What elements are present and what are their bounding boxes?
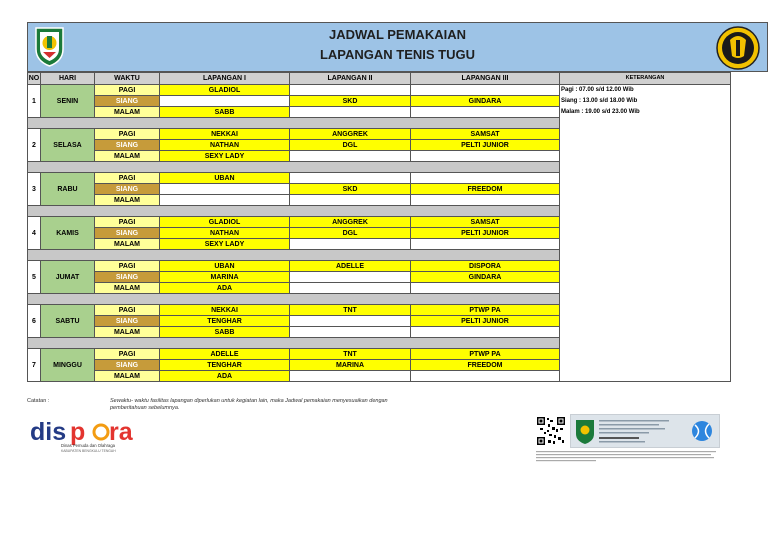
tennis-ball-icon [691, 420, 713, 442]
court-2-booking: TNT [290, 305, 411, 316]
col-header-lapangan-2: LAPANGAN II [290, 73, 411, 85]
court-2-booking: DGL [290, 228, 411, 239]
day-name: MINGGU [41, 349, 95, 382]
court-3-booking [411, 173, 560, 184]
page-subtitle: LAPANGAN TENIS TUGU [319, 47, 476, 62]
day-number: 5 [28, 261, 41, 294]
col-header-lapangan-1: LAPANGAN I [160, 73, 290, 85]
court-3-booking [411, 151, 560, 162]
court-3-booking [411, 283, 560, 294]
court-1-booking: SEXY LADY [160, 151, 290, 162]
court-3-booking: PELTI JUNIOR [411, 316, 560, 327]
court-2-booking [290, 173, 411, 184]
time-slot-label: PAGI [95, 173, 160, 184]
time-slot-label: MALAM [95, 151, 160, 162]
court-3-booking [411, 239, 560, 250]
day-number: 4 [28, 217, 41, 250]
court-2-booking [290, 283, 411, 294]
separator-cell [28, 294, 560, 305]
court-1-booking: UBAN [160, 261, 290, 272]
day-number: 2 [28, 129, 41, 162]
court-1-booking: GLADIOL [160, 217, 290, 228]
court-1-booking: ADELLE [160, 349, 290, 360]
svg-text:p: p [70, 418, 86, 446]
time-slot-label: SIANG [95, 184, 160, 195]
court-3-booking: FREEDOM [411, 360, 560, 371]
court-1-booking: ADA [160, 283, 290, 294]
separator-cell [28, 250, 560, 261]
time-slot-label: SIANG [95, 272, 160, 283]
day-name: JUMAT [41, 261, 95, 294]
time-slot-label: PAGI [95, 305, 160, 316]
note-label: Catatan : [27, 398, 50, 404]
court-1-booking: NEKKAI [160, 129, 290, 140]
keterangan-line: Pagi : 07.00 s/d 12.00 Wib [561, 87, 634, 93]
court-2-booking: ANGGREK [290, 129, 411, 140]
day-name: SABTU [41, 305, 95, 338]
court-2-booking: TNT [290, 349, 411, 360]
dispora-subtitle-2: KABUPATEN BENGKULU TENGAH [61, 449, 116, 453]
time-slot-label: MALAM [95, 371, 160, 382]
court-2-booking [290, 195, 411, 206]
court-3-booking: SAMSAT [411, 217, 560, 228]
court-2-booking: ADELLE [290, 261, 411, 272]
court-3-booking: PTWP PA [411, 305, 560, 316]
court-2-booking [290, 272, 411, 283]
court-1-booking: ADA [160, 371, 290, 382]
time-slot-label: MALAM [95, 239, 160, 250]
court-2-booking [290, 107, 411, 118]
court-1-booking: SEXY LADY [160, 239, 290, 250]
page-header [27, 22, 768, 72]
court-1-booking: TENGHAR [160, 360, 290, 371]
page-title: JADWAL PEMAKAIAN [329, 27, 466, 42]
time-slot-label: SIANG [95, 140, 160, 151]
court-2-booking [290, 85, 411, 96]
court-3-booking: DISPORA [411, 261, 560, 272]
time-slot-label: PAGI [95, 217, 160, 228]
court-1-booking: SABB [160, 107, 290, 118]
court-1-booking: NATHAN [160, 140, 290, 151]
svg-text:dis: dis [30, 418, 67, 446]
time-slot-label: PAGI [95, 349, 160, 360]
separator-cell [28, 162, 560, 173]
court-2-booking: ANGGREK [290, 217, 411, 228]
day-number: 3 [28, 173, 41, 206]
court-1-booking [160, 184, 290, 195]
court-3-booking [411, 107, 560, 118]
court-3-booking [411, 371, 560, 382]
schedule-table [27, 72, 731, 382]
keterangan-cell [560, 85, 731, 382]
col-header-lapangan-3: LAPANGAN III [411, 73, 560, 85]
keterangan-line: Siang : 13.00 s/d 18.00 Wib [561, 98, 638, 104]
court-3-booking: PELTI JUNIOR [411, 228, 560, 239]
province-emblem-icon [715, 26, 761, 70]
court-1-booking: SABB [160, 327, 290, 338]
table-header-row [28, 73, 731, 85]
dispora-logo-icon [30, 418, 142, 454]
time-slot-label: MALAM [95, 327, 160, 338]
court-2-booking [290, 327, 411, 338]
time-slot-label: SIANG [95, 228, 160, 239]
time-slot-label: MALAM [95, 283, 160, 294]
day-name: SELASA [41, 129, 95, 162]
stamp-footer-lines [536, 451, 716, 465]
court-3-booking: SAMSAT [411, 129, 560, 140]
time-slot-label: PAGI [95, 85, 160, 96]
court-3-booking: PELTI JUNIOR [411, 140, 560, 151]
court-1-booking [160, 96, 290, 107]
day-name: SENIN [41, 85, 95, 118]
time-slot-label: PAGI [95, 129, 160, 140]
time-slot-label: SIANG [95, 96, 160, 107]
court-3-booking: PTWP PA [411, 349, 560, 360]
time-slot-label: SIANG [95, 360, 160, 371]
court-3-booking: GINDARA [411, 96, 560, 107]
time-slot-label: MALAM [95, 107, 160, 118]
stamp-text-lines [599, 420, 689, 446]
svg-text:ra: ra [109, 418, 133, 446]
col-header-no: NO [28, 73, 41, 85]
dispora-subtitle-1: Dinas Pemuda dan Olahraga [61, 443, 116, 448]
court-3-booking [411, 195, 560, 206]
stamp-emblem-icon [574, 418, 596, 445]
separator-cell [28, 118, 560, 129]
col-header-waktu: WAKTU [95, 73, 160, 85]
court-3-booking [411, 85, 560, 96]
court-2-booking [290, 151, 411, 162]
col-header-keterangan: KETERANGAN [560, 73, 731, 85]
separator-cell [28, 338, 560, 349]
time-slot-label: PAGI [95, 261, 160, 272]
court-1-booking: MARINA [160, 272, 290, 283]
separator-cell [28, 206, 560, 217]
time-slot-label: SIANG [95, 316, 160, 327]
court-1-booking: NATHAN [160, 228, 290, 239]
day-number: 6 [28, 305, 41, 338]
court-2-booking: MARINA [290, 360, 411, 371]
note-text: Sewaktu- waktu fasilitas lapangan diperlukan untuk kegiatan lain, maka Jadwal pemakaian menyesuaikan dengan pemberitahuan sebelumnya. [110, 398, 388, 411]
court-2-booking [290, 316, 411, 327]
col-header-hari: HARI [41, 73, 95, 85]
court-1-booking: UBAN [160, 173, 290, 184]
court-3-booking: GINDARA [411, 272, 560, 283]
e-signature-stamp [570, 414, 720, 448]
time-slot-label: MALAM [95, 195, 160, 206]
keterangan-line: Malam : 19.00 s/d 23.00 Wib [561, 109, 640, 115]
court-2-booking: SKD [290, 184, 411, 195]
table-row [28, 85, 731, 96]
day-name: KAMIS [41, 217, 95, 250]
court-2-booking: DGL [290, 140, 411, 151]
court-3-booking [411, 327, 560, 338]
day-number: 1 [28, 85, 41, 118]
court-2-booking [290, 371, 411, 382]
day-number: 7 [28, 349, 41, 382]
court-3-booking: FREEDOM [411, 184, 560, 195]
court-1-booking: GLADIOL [160, 85, 290, 96]
court-1-booking [160, 195, 290, 206]
court-2-booking: SKD [290, 96, 411, 107]
court-1-booking: TENGHAR [160, 316, 290, 327]
court-2-booking [290, 239, 411, 250]
qr-code-icon [536, 416, 566, 446]
day-name: RABU [41, 173, 95, 206]
court-1-booking: NEKKAI [160, 305, 290, 316]
